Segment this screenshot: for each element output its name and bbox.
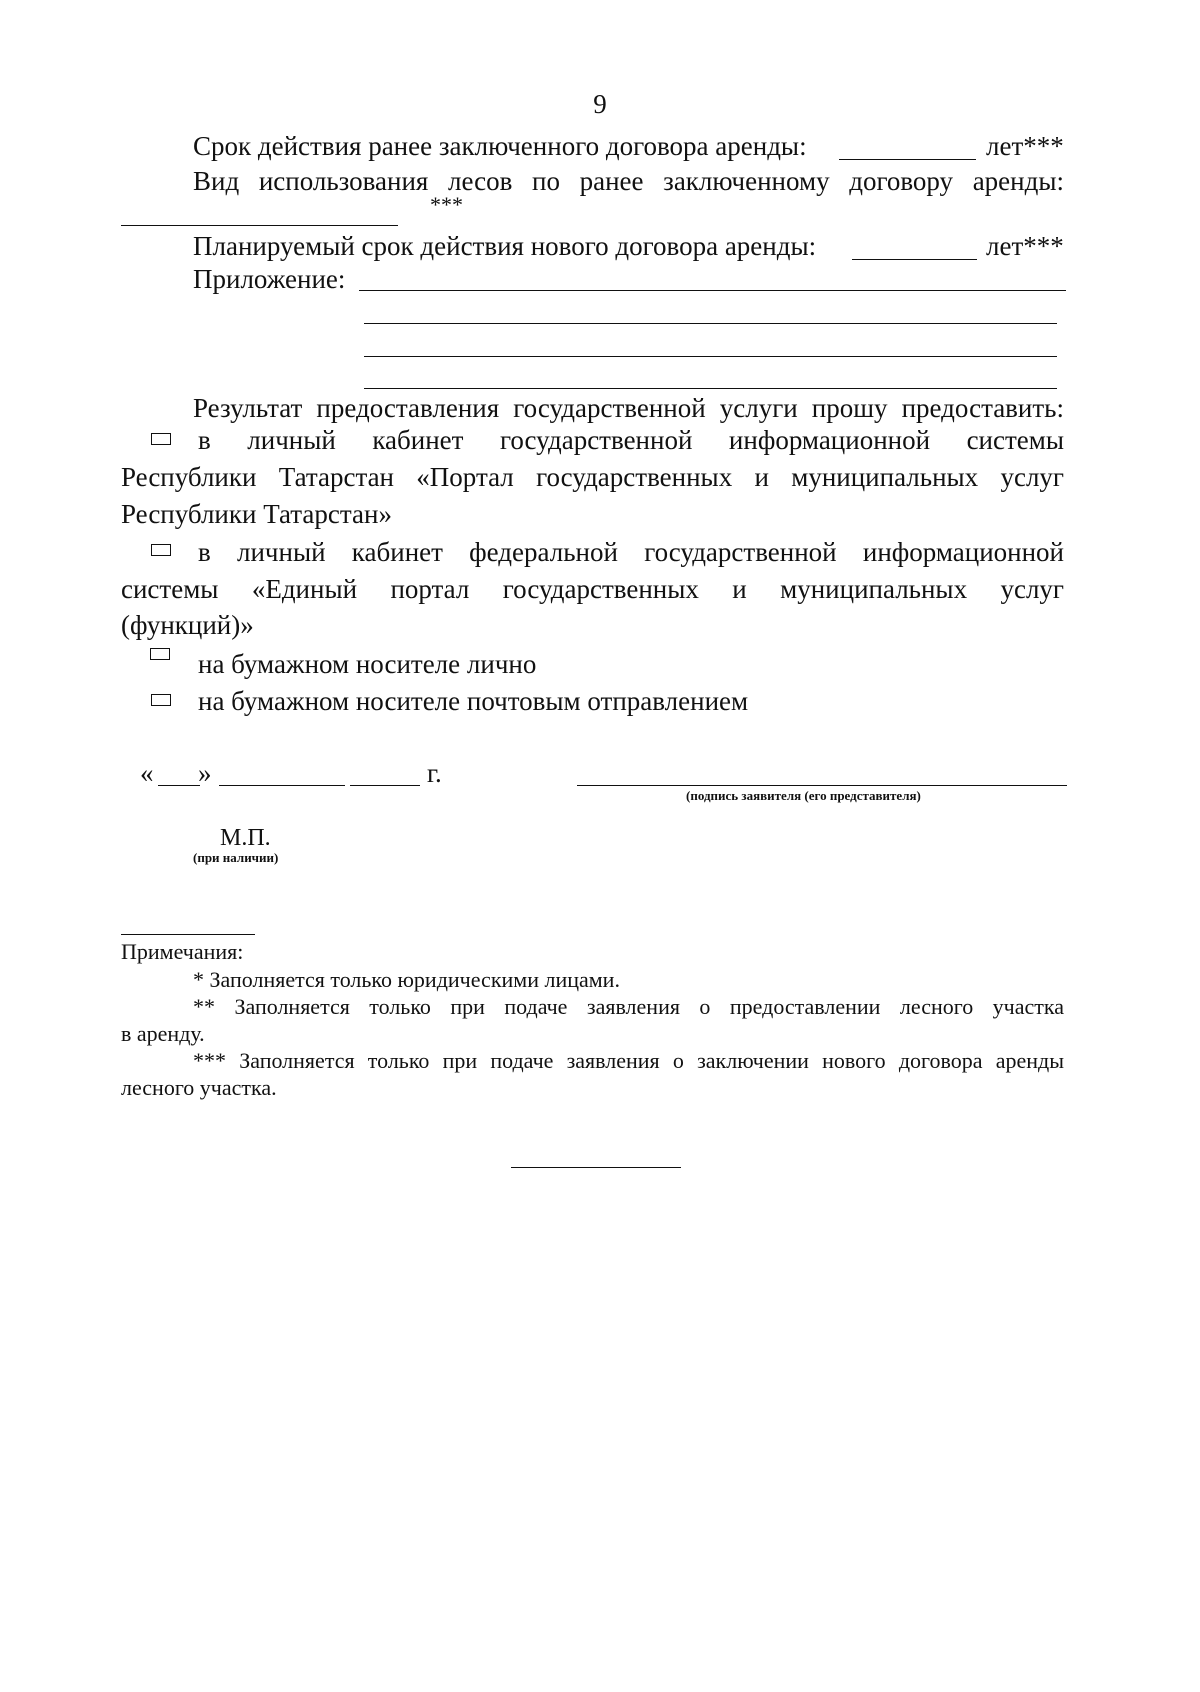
- option-epgu-line2: системы «Единый портал государственных и муниципальных услуг: [121, 574, 1064, 604]
- attachment-line-4[interactable]: [364, 388, 1057, 389]
- note-2-line1: ** Заполняется только при подаче заявления о предоставлении лесного участка: [193, 994, 1064, 1019]
- lease-term-label: Срок действия ранее заключенного договора аренды:: [193, 131, 807, 161]
- option-paper-personal: на бумажном носителе лично: [198, 649, 537, 679]
- notes-separator: [121, 934, 255, 935]
- signature-caption: (подпись заявителя (его представителя): [686, 788, 921, 803]
- note-2-line2: в аренду.: [121, 1021, 205, 1046]
- new-lease-term-unit: лет***: [986, 231, 1064, 261]
- attachment-line-3[interactable]: [364, 356, 1057, 357]
- option-gos-portal-rt-line2: Республики Татарстан «Портал государственных и муниципальных услуг: [121, 462, 1064, 492]
- note-3-line2: лесного участка.: [121, 1075, 277, 1100]
- attachment-line-2[interactable]: [364, 323, 1057, 324]
- option-gos-portal-rt-line1: в личный кабинет государственной информационной системы: [198, 425, 1064, 455]
- date-year-blank[interactable]: [350, 785, 420, 786]
- date-open-quote: «: [140, 758, 154, 788]
- option-epgu-line3: (функций)»: [121, 610, 254, 640]
- note-3-line1: *** Заполняется только при подаче заявления о заключении нового договора аренды: [193, 1048, 1064, 1073]
- stamp-caption: (при наличии): [193, 850, 279, 865]
- page-number: 9: [593, 89, 607, 119]
- option-epgu-line1: в личный кабинет федеральной государственной информационной: [198, 537, 1064, 567]
- new-lease-term-blank[interactable]: [852, 259, 977, 260]
- date-day-blank[interactable]: [158, 785, 200, 786]
- forest-use-stars: ***: [430, 192, 463, 217]
- lease-term-unit: лет***: [986, 131, 1064, 161]
- checkbox-gos-portal-rt[interactable]: [151, 433, 171, 445]
- option-gos-portal-rt-line3: Республики Татарстан»: [121, 499, 392, 529]
- checkbox-paper-mail[interactable]: [151, 694, 171, 706]
- date-month-blank[interactable]: [219, 785, 345, 786]
- forest-use-blank[interactable]: [121, 225, 398, 226]
- notes-heading: Примечания:: [121, 939, 244, 964]
- new-lease-term-label: Планируемый срок действия нового договора аренды:: [193, 231, 817, 261]
- checkbox-paper-personal[interactable]: [150, 648, 170, 660]
- checkbox-epgu[interactable]: [151, 544, 171, 556]
- option-paper-mail: на бумажном носителе почтовым отправлением: [198, 686, 749, 716]
- note-1: * Заполняется только юридическими лицами.: [193, 967, 620, 992]
- stamp-label: М.П.: [220, 825, 271, 851]
- result-intro: Результат предоставления государственной услуги прошу предоставить:: [193, 393, 1064, 423]
- date-close-quote: »: [198, 758, 212, 788]
- attachment-line-1[interactable]: [359, 290, 1066, 291]
- attachment-label: Приложение:: [193, 264, 346, 294]
- signature-line[interactable]: [577, 785, 1067, 786]
- end-divider: [511, 1167, 681, 1168]
- forest-use-label: Вид использования лесов по ранее заключенному договору аренды:: [193, 166, 1064, 196]
- date-year-suffix: г.: [427, 758, 442, 788]
- lease-term-blank[interactable]: [839, 159, 976, 160]
